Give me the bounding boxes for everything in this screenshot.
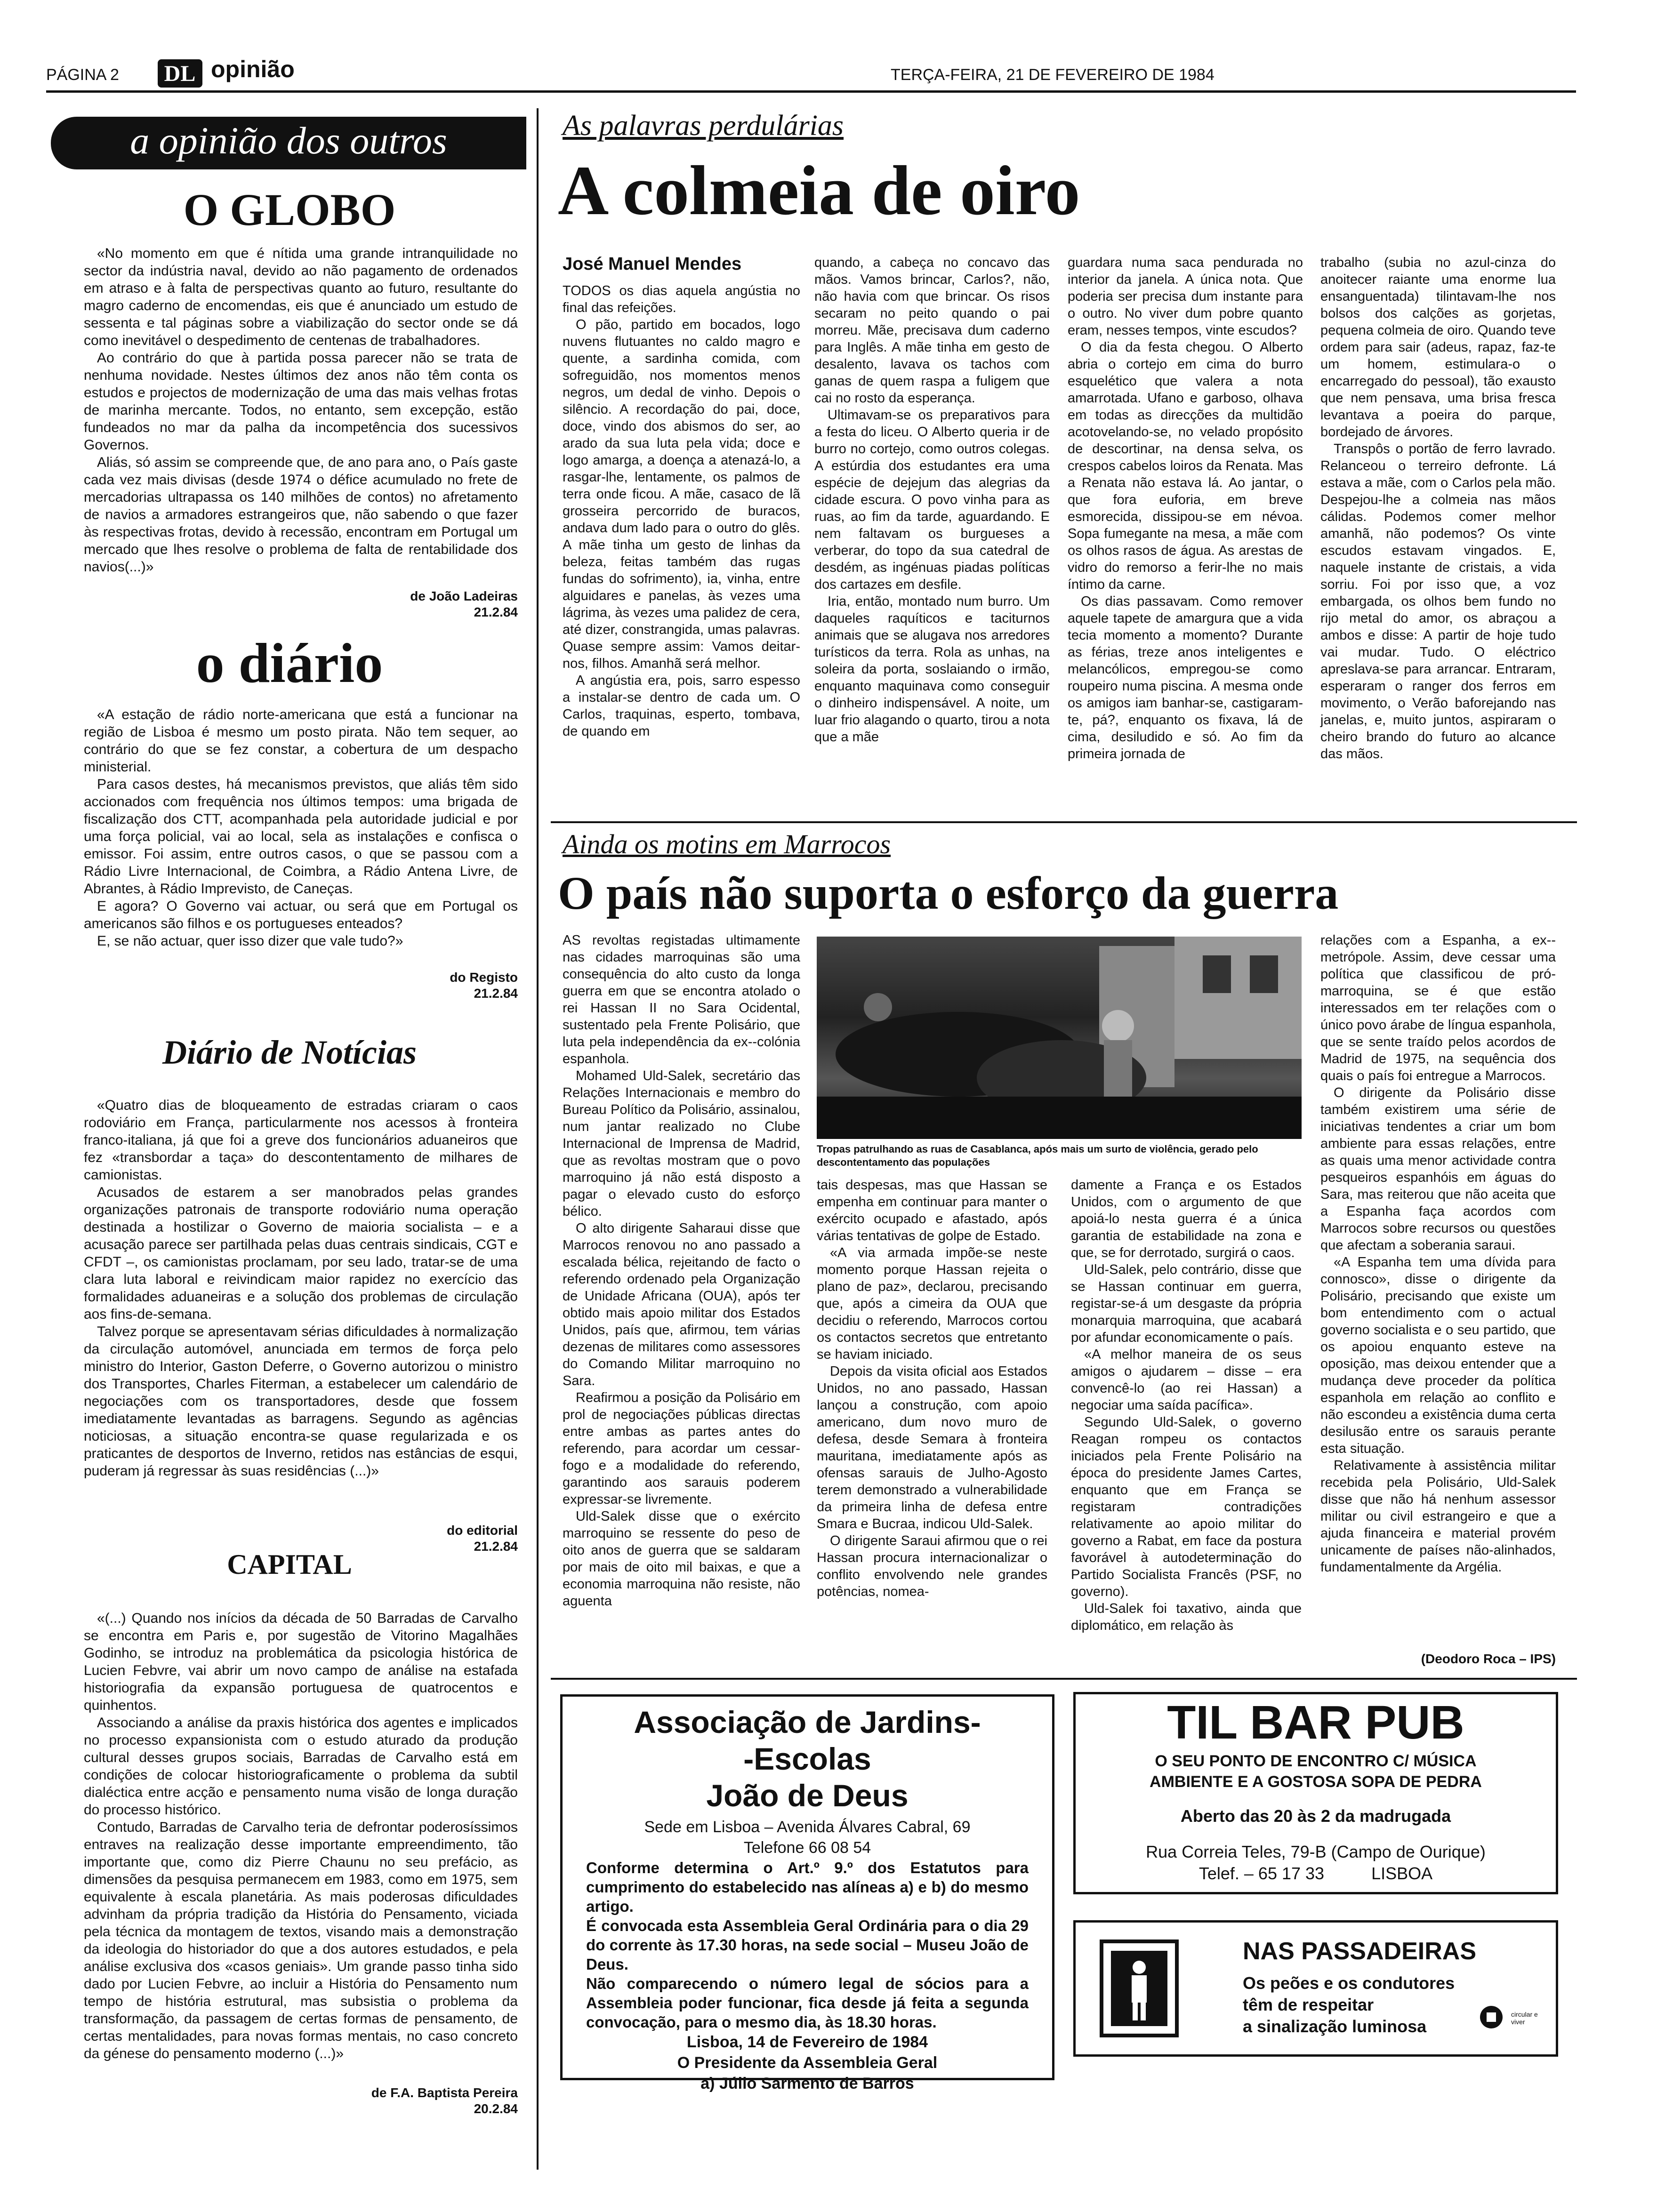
ad-tilbar-line-2: AMBIENTE E A GOSTOSA SOPA DE PEDRA xyxy=(1150,1773,1482,1791)
opinion-banner-title: a opinião dos outros xyxy=(130,119,447,162)
paragraph: Acusados de estarem a ser manobrados pelas grandes organizações patronais de transporte rodoviário numa operação destinada a hostilizar o Governo de maioria socialista – e a acusação parece ser partilhada pelas duas centrais sindicais, CGT e CFDT –, os camionistas proclamam, por seu lado, tratar-se de uma clara luta laboral e reivindicam maior rapidez no exercício das formalidades aduaneiras e a solução dos problemas de circulação aos fins-de-semana. xyxy=(84,1185,518,1322)
paragraph: Associando a análise da praxis histórica dos agentes e implicados no processo expansionista com o estudo aturado da produção cultural desses grupos sociais, Barradas de Carvalho está em condições de colocar historiograficamente o problema da subtil dialéctica entre acção e pensamento numa visão de longa duração do processo histórico. xyxy=(84,1715,518,1818)
ad-jardins-president: O Presidente da Assembleia Geral xyxy=(677,2054,938,2072)
capital-masthead: CAPITAL xyxy=(227,1549,352,1580)
ad-passadeiras-line-3: a sinalização luminosa xyxy=(1243,2017,1427,2036)
paragraph: Mohamed Uld-Salek, secretário das Relações Internacionais e membro do Bureau Político da Polisário, assinalou, num jantar realizado no Clube Internacional de Imprensa de Madrid, que as revoltas mostram que o povo marroquino já não está disposto a pagar o elevado custo do esforço bélico. xyxy=(563,1068,800,1219)
paragraph: Iria, então, montado num burro. Um daqueles raquíticos e taciturnos animais que se alugava nos arredores turísticos da terra. Rola as unhas, na soleira da porta, soslaiando o irmão, enquanto maquinava como conseguir o dinheiro indispensável. A noite, um luar frio alagando o quarto, tirou a nota que a mãe xyxy=(814,594,1050,745)
paragraph: Reafirmou a posição da Polisário em prol de negociações públicas directas entre ambas as partes antes do referendo, para acordar um cessar-fogo e a modalidade do referendo, garantindo aos sarauis poderem expressar-se livremente. xyxy=(563,1390,800,1507)
paragraph: O alto dirigente Saharaui disse que Marrocos renovou no ano passado a escalada bélica, rejeitando de facto o referendo ordenado pela Organização de Unidade Africana (OUA), após ter obtido mais apoio militar dos Estados Unidos, país que, afirmou, tem várias dezenas de militares como assessores do Comando Militar marroquino no Sara. xyxy=(563,1221,800,1388)
signature-author: do Registo xyxy=(450,970,518,985)
paragraph: «A estação de rádio norte-americana que está a funcionar na região de Lisboa é mesmo um posto pirata. Não tem sequer, ao contrário do que se fez constar, a cobertura de um despacho ministerial. xyxy=(84,707,518,775)
paragraph: «A via armada impõe-se neste momento porque Hassan rejeita o plano de paz», declarou, precisando que, após a cimeira da OUA que decidiu o referendo, Marrocos cortou os contactos secretos que entretanto se haviam iniciado. xyxy=(817,1245,1047,1362)
paragraph: «(...) Quando nos inícios da década de 50 Barradas de Carvalho se encontra em Paris e, por sugestão de Vitorino Magalhães Godinho, se introduz na problemática da psicologia histórica de Lucien Febvre, vai abrir um novo campo de análise na estafada historiografia da expansão portuguesa de quatrocentos e quinhentos. xyxy=(84,1611,518,1713)
colmeia-author: José Manuel Mendes xyxy=(563,254,742,274)
paragraph: Uld-Salek foi taxativo, ainda que diplomático, em relação às xyxy=(1071,1601,1302,1633)
marrocos-column-3 xyxy=(1071,1177,1302,1634)
paragraph: guardara numa saca pendurada no interior da janela. A única nota. Que poderia ser precisa dum instante para o outro. No viver dum pobre quanto eram, nesses tempos, vinte escudos? xyxy=(1068,255,1303,338)
paragraph: TODOS os dias aquela angústia no final das refeições. xyxy=(563,283,800,315)
ad-jardins-title-1: Associação de Jardins- xyxy=(634,1705,981,1739)
marrocos-column-2 xyxy=(817,1177,1047,1600)
paragraph: «A melhor maneira de os seus amigos o ajudarem – disse – era convencê-lo (ao rei Hassan) a negociar uma saída pacífica». xyxy=(1071,1347,1302,1413)
ad-passadeiras-line-2: têm de respeitar xyxy=(1243,1995,1374,2014)
paragraph: Para casos destes, há mecanismos previstos, que aliás têm sido accionados com frequência nos últimos tempos: uma brigada de fiscalização dos CTT, acompanhada pela autoridade judicial e por uma força policial, vai ao local, sela as instalações e confisca o emissor. Foi assim, entre outros casos, o que se passou com a Rádio Livre Internacional, de Coimbra, a Rádio Antena Livre, de Abrantes, à Rádio Imprevisto, de Caneças. xyxy=(84,777,518,897)
section-logo-icon xyxy=(158,56,202,88)
diario-masthead: o diário xyxy=(196,632,383,694)
signature-date: 21.2.84 xyxy=(474,605,518,619)
paragraph: damente a França e os Estados Unidos, com o argumento de que apoiá-lo nesta guerra é a única garantia de estabilidade na zona e que, se for derrotado, surgirá o caos. xyxy=(1071,1178,1302,1260)
paragraph: trabalho (subia no azul-cinza do anoitecer raiante uma enorme lua ensanguentada) tilintavam-lhe nos bolsos dos calções as gorjetas, pequena colmeia de oiro. Quando teve ordem para sair (adeus, rapaz, faz-te um homem, estimulara-o o encarregado do pessoal), tão exausto que nem pensava, uma brisa fresca levantava a poeira do parque, bordejado de árvores. xyxy=(1320,255,1556,440)
ad-jardins-title-3: João de Deus xyxy=(706,1778,909,1813)
pedestrian-signal-icon xyxy=(1097,1932,1182,2045)
paragraph: Uld-Salek disse que o exército marroquino se ressente do peso de oito anos de guerra que se saldaram por mais de oito mil baixas, e que a economia marroquina não resiste, não aguenta xyxy=(563,1509,800,1609)
paragraph: Relativamente à assistência militar recebida pela Polisário, Uld-Salek disse que não há nenhum assessor militar ou civil estrangeiro e que a ajuda financeira e material provém unicamente de países não-alinhados, fundamentalmente da Argélia. xyxy=(1320,1458,1556,1575)
paragraph: Depois da visita oficial aos Estados Unidos, no ano passado, Hassan lançou a construção, com apoio americano, dum novo muro de defesa, desde Semara à fronteira mauritana, imediatamente após as ofensas sarauis de Julho-Agosto terem demonstrado a vulnerabilidade da primeira linha de defesa entre Smara e Bucraa, indicou Uld-Salek. xyxy=(817,1364,1047,1531)
dn-body xyxy=(84,1097,518,1480)
paragraph: Ultimavam-se os preparativos para a festa do liceu. O Alberto queria ir de burro no cortejo, como outros colegas. A estúrdia dos estudantes era uma espécie de dejejum das alegrias da cidade escura. O povo vinha para as ruas, ao fim da tarde, aguardando. E nem faltavam os burgueses a verberar, do topo da sua catedral de desdém, as ingénuas piadas políticas dos cartazes em desfile. xyxy=(814,408,1050,592)
marrocos-signature: (Deodoro Roca – IPS) xyxy=(1421,1651,1556,1666)
ad-tilbar-address: Rua Correia Teles, 79-B (Campo de Ourique) xyxy=(1146,1842,1486,1861)
colmeia-column-2 xyxy=(814,254,1050,745)
ad-jardins-phone: Telefone 66 08 54 xyxy=(743,1839,871,1857)
paragraph: Talvez porque se apresentavam sérias dificuldades à normalização da circulação automóvel, anunciada em termos de força pelo ministro do Interior, Gaston Deferre, o Governo autorizou o ministro dos Transportes, Charles Fiterman, a estabelecer um calendário de negociações com os transportadores, desde que fossem imediatamente levantadas as barragens. Segundo as agências noticiosas, a situação encontra-se quase regularizada e os praticantes de desportos de Inverno, retidos nas estâncias de esqui, puderam já regressar às suas residências (...)» xyxy=(84,1324,518,1479)
paragraph: O dirigente Saraui afirmou que o rei Hassan procura internacionalizar o conflito envolvendo nele grandes potências, nomea- xyxy=(817,1533,1047,1599)
ad-tilbar-phone: Telef. – 65 17 33 xyxy=(1199,1864,1325,1883)
ad-tilbar-content xyxy=(1078,1694,1553,1884)
ad-jardins-address: Sede em Lisboa – Avenida Álvares Cabral, 69 xyxy=(644,1818,971,1836)
ad-passadeiras-line-1: Os peões e os condutores xyxy=(1243,1973,1455,1993)
ad-passadeiras-text xyxy=(1243,1937,1506,2037)
colmeia-column-4 xyxy=(1320,254,1556,762)
marrocos-column-4 xyxy=(1320,932,1556,1576)
paragraph: tais despesas, mas que Hassan se empenha em continuar para manter o exército ocupado e afastado, após várias tentativas de golpe de Estado. xyxy=(817,1178,1047,1243)
paragraph: relações com a Espanha, a ex--metrópole. Assim, deve cessar uma política que classificou de pró-marroquina, se é que estão interessados em ter relações com o único povo árabe de língua espanhola, que se sente traído pelos acordos de Madrid de 1975, na sequência dos quais o país foi entregue a Marrocos. xyxy=(1320,933,1556,1083)
paragraph: E agora? O Governo vai actuar, ou será que em Portugal os americanos são filhos e os portugueses enteados? xyxy=(84,898,518,931)
page-date: TERÇA-FEIRA, 21 DE FEVEREIRO DE 1984 xyxy=(891,66,1215,84)
dn-masthead: Diário de Notícias xyxy=(162,1034,417,1071)
paragraph: Os dias passavam. Como remover aquele tapete de amargura que a vida tecia momento a momento? Durante as férias, treze anos inteligentes e melancólicos, empregou-se como roupeiro numa piscina. A mesma onde os amigos iam banhar-se, castigaram-te, pá?, enquanto os fixava, lá de cima, desiludido e só. Ao fim da primeira jornada de xyxy=(1068,594,1303,761)
paragraph: E, se não actuar, quer isso dizer que vale tudo?» xyxy=(97,933,403,949)
signature-date: 20.2.84 xyxy=(474,2101,518,2116)
paragraph: Uld-Salek, pelo contrário, disse que se Hassan continuar em guerra, registar-se-á um desgaste da própria monarquia marroquina, que acabará por afundar economicamente o país. xyxy=(1071,1262,1302,1345)
colmeia-column-3 xyxy=(1068,254,1303,762)
ad-tilbar-city: LISBOA xyxy=(1371,1864,1433,1883)
ad-jardins-para-1: Conforme determina o Art.º 9.º dos Estatutos para cumprimento do estabelecido nas alíneas a) e b) do mesmo artigo. xyxy=(586,1859,1029,1915)
paragraph: «Quatro dias de bloqueamento de estradas criaram o caos rodoviário em França, particularmente nos acessos à fronteira franco-italiana, já que foi a greve dos funcionários aduaneiros que fez «transbordar a taça» do descontentamento de milhares de camionistas. xyxy=(84,1098,518,1183)
paragraph: O dirigente da Polisário disse também existirem uma série de iniciativas tendentes a criar um bom ambiente para essas relações, entre as quais uma menor actividade contra pesqueiros espanhóis em águas do Sara, mas reiterou que não aceita que a Espanha faça acordos com Marrocos sobre recursos ou questões que afectam a soberania saraui. xyxy=(1320,1085,1556,1253)
svg-text:DL: DL xyxy=(164,61,196,86)
diario-signature xyxy=(282,970,518,1002)
colmeia-kicker: As palavras perdulárias xyxy=(563,110,844,142)
paragraph: Segundo Uld-Salek, o governo Reagan rompeu os contactos iniciados pela Frente Polisário na época do presidente James Cartes, enquanto que em França se registaram contradições relativamente ao apoio militar do governo a Rabat, em face da postura favorável à autodeterminação do Partido Socialista Francês (PSF, no governo). xyxy=(1071,1415,1302,1599)
paragraph: «No momento em que é nítida uma grande intranquilidade no sector da indústria naval, devido ao não pagamento de ordenados em atraso e à falta de perspectivas quanto ao futuro, resultante do magro caderno de encomendas, eis que é anunciado um estudo de sessenta e tal páginas sobre a viabilização do sector onde se dá como inevitável o despedimento de centenas de trabalhadores. xyxy=(84,246,518,348)
ad-tilbar-hours: Aberto das 20 às 2 da madrugada xyxy=(1180,1806,1451,1826)
paragraph: Contudo, Barradas de Carvalho teria de defrontar poderosíssimos entraves na realização desse importante empreendimento, tão importante que, como diz Pierre Chaunu no seu prefácio, as dimensões da pesquisa permanecem em 1983, como em 1975, sem equivalente à escala planetária. As mais poderosas dificuldades advinham da própria tradição da História do Pensamento, viciada pela técnica da montagem de textos, visando mais a demonstração da ideologia do historiador do que a dos autores estudados, e pela análise exclusiva dos «casos geniais». Um grande passo tinha sido dado por Lucien Febvre, ao incluir a História do Pensamento num tempo de história estrutural, mas subsistia o problema da transformação, da passagem de certas formas de pensamento, de certas mentalidades, para novas formas mentais, no caso concreto da génese do pensamento moderno (...)» xyxy=(84,1819,518,2061)
colmeia-column-1 xyxy=(563,282,800,740)
paragraph: «A Espanha tem uma dívida para connosco», disse o dirigente da Polisário, precisando que existe um bom entendimento com o actual governo socialista e o seu partido, que os apoiou enquanto esteve na oposição, mas deixou entender que a mudança deve proceder da política espanhola em relação ao conflito e não escondeu a existência duma certa desilusão entre os sarauis perante esta situação. xyxy=(1320,1255,1556,1456)
ad-tilbar-title: TIL BAR PUB xyxy=(1167,1696,1464,1749)
marrocos-column-1 xyxy=(563,932,800,1610)
paragraph: Aliás, só assim se compreende que, de ano para ano, o País gaste cada vez mais divisas (desde 1974 o défice acumulado no frete de mercadorias ultrapassa os 140 milhões de contos) no afretamento de navios a armadores estrangeiros que, não sabendo o que fazer às respectivas frotas, devido à recessão, encontram em Portugal um mercado que lhes resolve o problema de falta de rentabilidade dos navios(...)» xyxy=(84,455,518,575)
signature-date: 21.2.84 xyxy=(474,986,518,1001)
colmeia-title: A colmeia de oiro xyxy=(558,152,1080,230)
capital-signature xyxy=(282,2085,518,2117)
ad-jardins-title-2: -Escolas xyxy=(743,1741,871,1776)
ad-jardins-para-3: Não comparecendo o número legal de sócios para a Assembleia poder funcionar, fica desde já feita a segunda convocação, para o mesmo dia, às 18.30 horas. xyxy=(586,1975,1029,2031)
colmeia-bottom-rule xyxy=(551,821,1577,823)
marrocos-title: O país não suporta o esforço da guerra xyxy=(558,867,1339,919)
globo-body xyxy=(84,245,518,576)
casablanca-photo xyxy=(817,937,1302,1139)
ad-jardins-para-2: É convocada esta Assembleia Geral Ordinária para o dia 29 do corrente às 17.30 horas, na sede social – Museu João de Deus. xyxy=(586,1917,1029,1973)
paragraph: A angústia era, pois, sarro espesso a instalar-se dentro de cada um. O Carlos, traquinas, esperto, tombava, de quando em xyxy=(563,673,800,739)
ad-jardins-content xyxy=(567,1704,1047,2094)
ad-jardins-signatory: a) Júlio Sarmento de Barros xyxy=(700,2075,914,2092)
header-rule xyxy=(46,90,1576,93)
paragraph: quando, a cabeça no concavo das mãos. Vamos brincar, Carlos?, não, não havia com que brincar. Os risos secaram no peito quando o pai morreu. Mãe, precisava dum caderno para Inglês. A mãe tinha em gesto de desalento, lavava os tachos com ganas de quem raspa a fuligem que cai no rosto da esperança. xyxy=(814,255,1050,406)
diario-body xyxy=(84,706,518,950)
globo-masthead: O GLOBO xyxy=(183,184,396,235)
page-number: PÁGINA 2 xyxy=(46,66,119,84)
ad-jardins-date: Lisboa, 14 de Fevereiro de 1984 xyxy=(686,2033,928,2051)
paragraph: Ao contrário do que à partida possa parecer não se trata de nenhuma novidade. Nestes últimos dez anos não têm conta os estudos e projectos de modernização de uma das mais velhas frotas de marinha mercante. Todos, no entanto, sem excepção, estão fundeados no mar da palha da incompetência dos sucessivos Governos. xyxy=(84,350,518,453)
signature-author: de João Ladeiras xyxy=(410,589,518,603)
marrocos-bottom-rule xyxy=(551,1678,1577,1680)
paragraph: Transpôs o portão de ferro lavrado. Relanceou o terreiro defronte. Lá estava a mãe, com o Carlos pela mão. Despejou-lhe a colmeia nas mãos cálidas. Podemos comer melhor amanhã, não podemos? Os vinte escudos estavam vingados. E, naquele instante de cristais, a vida sorriu. Foi por isso que, a voz embargada, os olhos bem fundo no rijo metal do amor, os abraçou a ambos e disse: A partir de hoje tudo vai mudar. Tudo. O eléctrico apreslava-se para arrancar. Entraram, esperaram o ranger dos ferros em movimento, o Verão baforejando nas janelas, e, muito juntos, aspiraram o cheiro brando do futuro ao alcance das mãos. xyxy=(1320,441,1556,761)
capital-body xyxy=(84,1610,518,2062)
globo-signature xyxy=(282,588,518,620)
paragraph: O dia da festa chegou. O Alberto abria o cortejo em cima do burro esquelético que valera a nota amarrotada. Ufano e garboso, olhava em todas as direcções da multidão acotovelando-se, no velado propósito de descortinar, na densa selva, os crespos cabelos loiros da Renata. Mas a Renata não estava lá. Ao jantar, o que fora euforia, em breve esmorecida, dissipou-se em névoa. Sopa fumegante na mesa, a mãe com os olhos rasos de água. As arestas de vidro do remorso a ferir-lhe no mais íntimo da carne. xyxy=(1068,340,1303,592)
left-column-divider xyxy=(537,108,539,2170)
section-title: opinião xyxy=(211,56,295,82)
signature-author: de F.A. Baptista Pereira xyxy=(371,2085,518,2100)
marrocos-kicker: Ainda os motins em Marrocos xyxy=(563,829,891,859)
ad-passadeiras-title: NAS PASSADEIRAS xyxy=(1243,1938,1477,1965)
circular-logo-label: circular e viver xyxy=(1511,2011,1538,2026)
ad-tilbar-line-1: O SEU PONTO DE ENCONTRO C/ MÚSICA xyxy=(1155,1752,1477,1770)
photo-caption: Tropas patrulhando as ruas de Casablanca, após mais um surto de violência, gerado pelo descontentamento das populações xyxy=(817,1143,1258,1168)
signature-author: do editorial xyxy=(447,1523,518,1538)
paragraph: AS revoltas registadas ultimamente nas cidades marroquinas são uma consequência do alto custo da longa guerra em que se encontra atolado o rei Hassan II no Sara Ocidental, sustentado pela Frente Polisário, que luta pela independência da ex--colónia espanhola. xyxy=(563,933,800,1066)
signature-date: 21.2.84 xyxy=(474,1539,518,1554)
paragraph: O pão, partido em bocados, logo nuvens flutuantes no caldo magro e quente, a sardinha comida, com sofreguidão, nos momentos menos negros, um dedal de vinho. Depois o silêncio. A recordação do pai, doce, doce, vindo dos abismos do ser, ao arado da sua luta pela vida; doce e logo amarga, a doença a atenazá-lo, a rasgar-lhe, lentamente, os palmos de terra onde ficou. A mãe, casaco de lã grosseira percorrido de buracos, andava dum lado para o outro do glês. A mãe tinha um gesto de linhas da beleza, feitas também das rugas fundas do sofrimento), ia, vinha, entre alguidares e panelas, às vezes uma lágrima, às vezes uma palidez de cera, até dizer, constrangida, umas palavras. Quase sempre assim: Vamos deitar-nos, filhos. Amanhã será melhor. xyxy=(563,317,800,671)
